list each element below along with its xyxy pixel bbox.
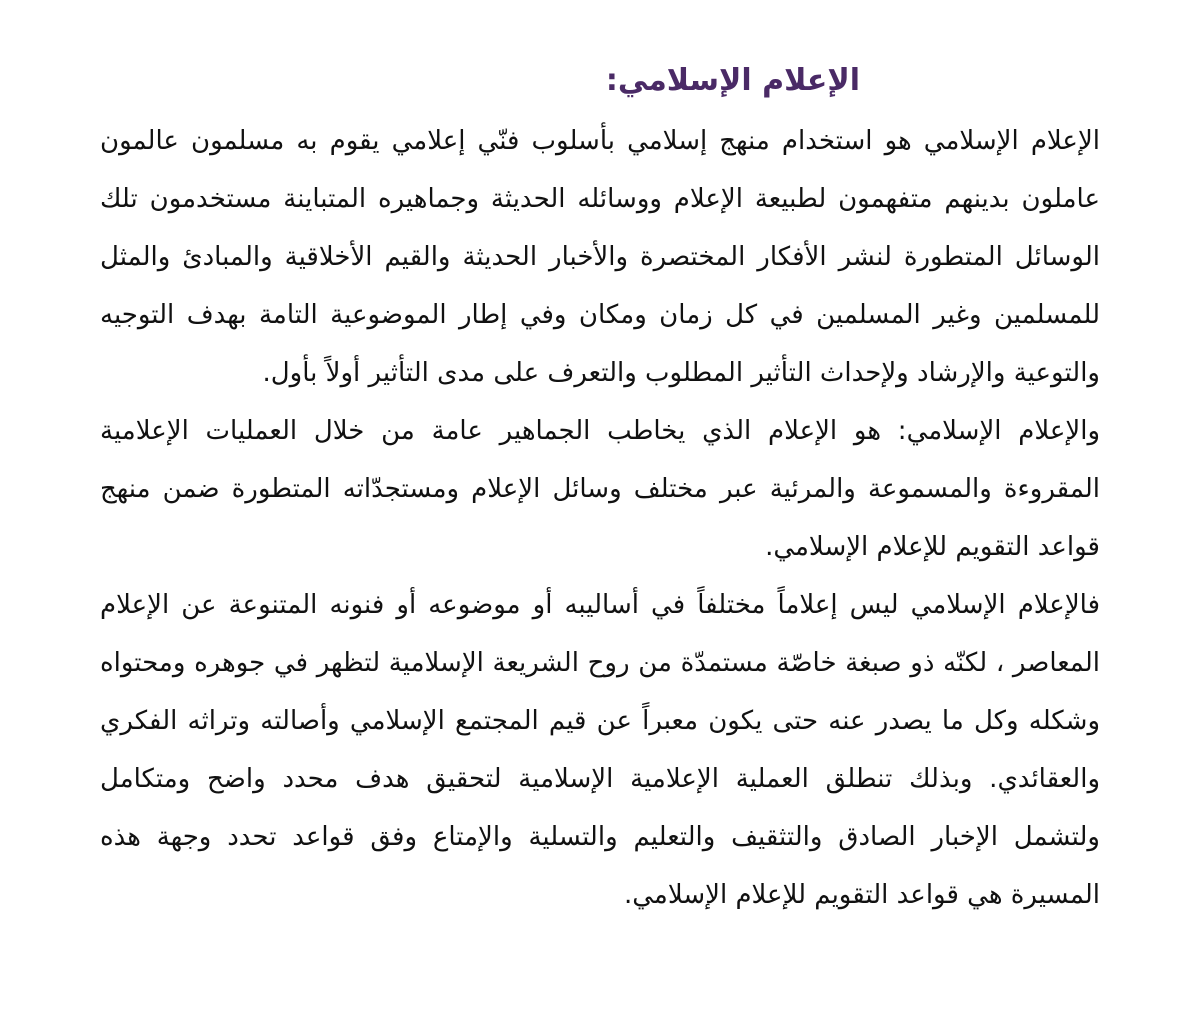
paragraph-audience: والإعلام الإسلامي: هو الإعلام الذي يخاطب الجماهير عامة من خلال العمليات الإعلامية المقروءة والمسموعة والمرئية عبر مختلف وسائل الإعلام ومستجدّاته المتطورة ضمن منهج قواعد التقويم للإعلام الإسلامي.	[100, 416, 1100, 562]
document-page	[100, 58, 1100, 924]
paragraph-characteristics: فالإعلام الإسلامي ليس إعلاماً مختلفاً في أساليبه أو موضوعه أو فنونه المتنوعة عن الإعلام المعاصر ، لكنّه ذو صبغة خاصّة مستمدّة من روح الشريعة الإسلامية لتظهر في جوهره ومحتواه وشكله وكل ما يصدر عنه حتى يكون معبراً عن قيم المجتمع الإسلامي وأصالته وتراثه الفكري والعقائدي. وبذلك تنطلق العملية الإعلامية الإسلامية لتحقيق هدف محدد واضح ومتكامل ولتشمل الإخبار الصادق والتثقيف والتعليم والتسلية والإمتاع وفق قواعد تحدد وجهة هذه المسيرة هي قواعد التقويم للإعلام الإسلامي.	[100, 590, 1100, 910]
paragraph-definition: الإعلام الإسلامي هو استخدام منهج إسلامي بأسلوب فنّي إعلامي يقوم به مسلمون عالمون عاملون بدينهم متفهمون لطبيعة الإعلام ووسائله الحديثة وجماهيره المتباينة مستخدمون تلك الوسائل المتطورة لنشر الأفكار المختصرة والأخبار الحديثة والقيم الأخلاقية والمبادئ والمثل للمسلمين وغير المسلمين في كل زمان ومكان وفي إطار الموضوعية التامة بهدف التوجيه والتوعية والإرشاد ولإحداث التأثير المطلوب والتعرف على مدى التأثير أولاً بأول.	[100, 126, 1100, 388]
document-title: الإعلام الإسلامي:	[605, 63, 860, 98]
